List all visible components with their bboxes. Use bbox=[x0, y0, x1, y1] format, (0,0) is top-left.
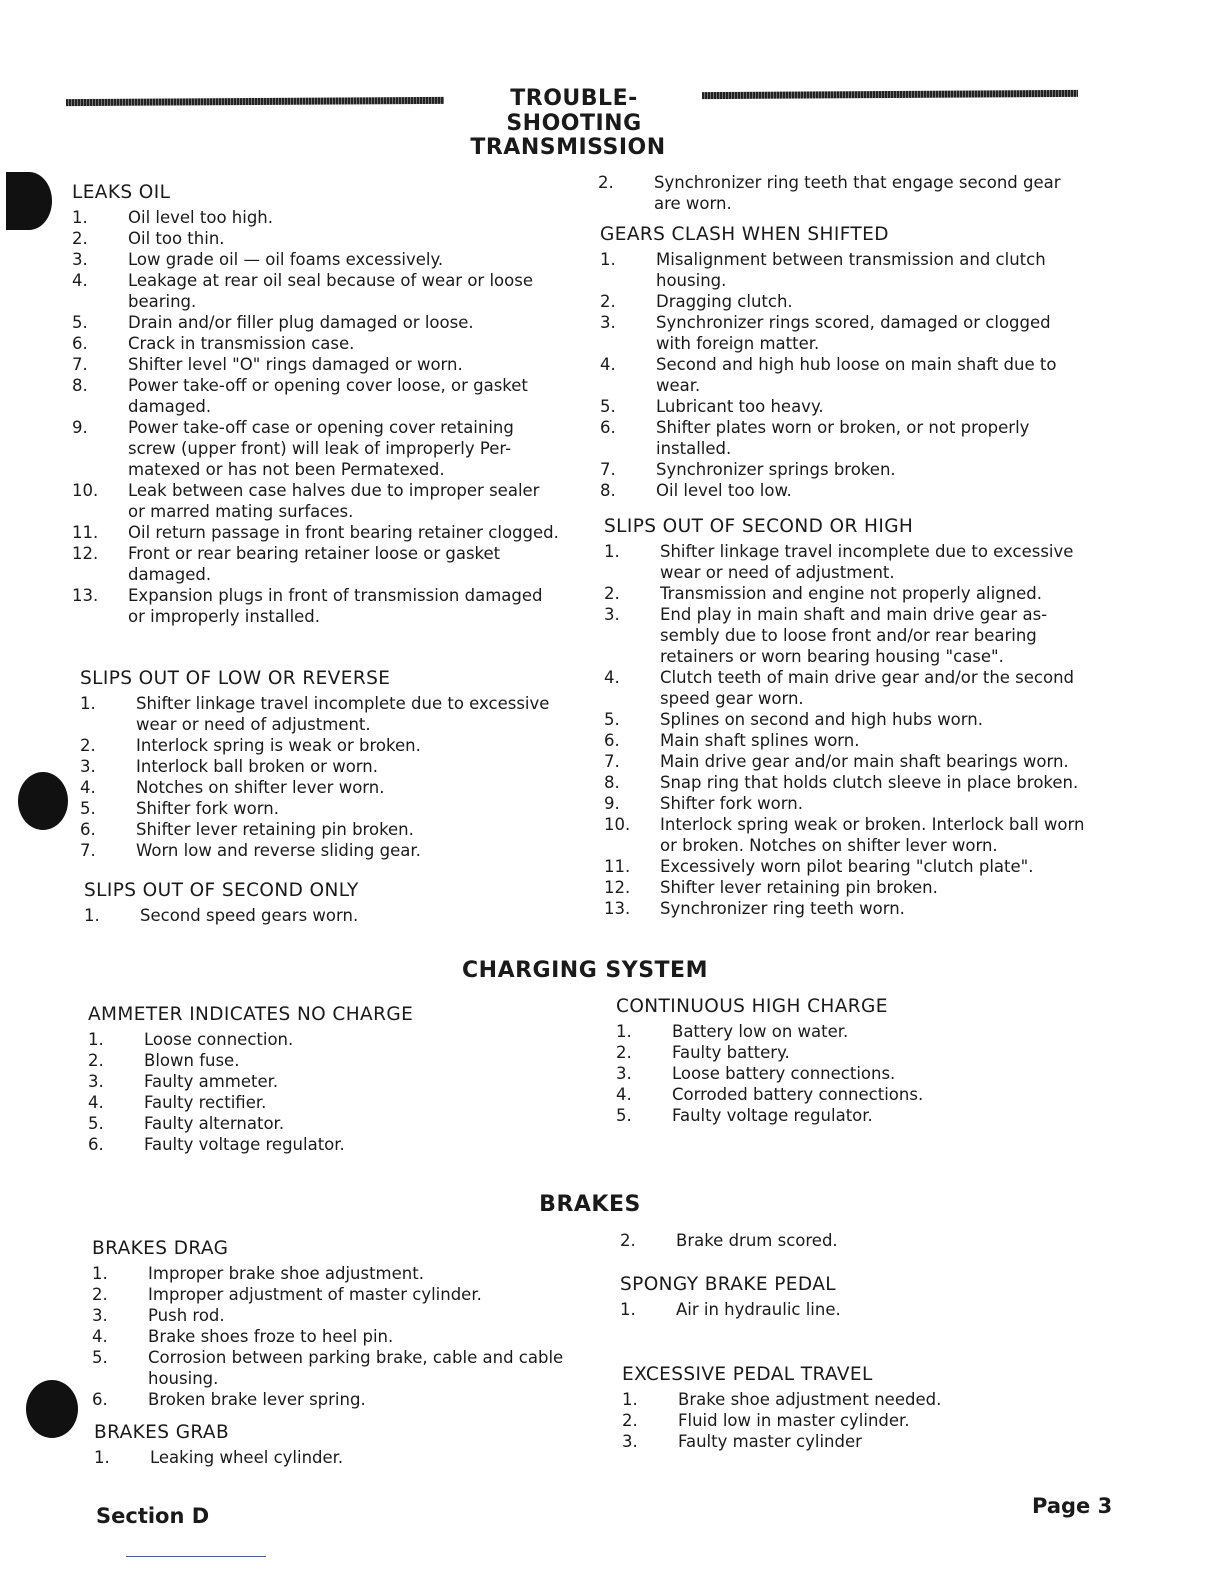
list-item: 8. Oil level too low. bbox=[600, 481, 792, 500]
list-item: 1. Second speed gears worn. bbox=[84, 906, 359, 925]
list-item: 3. Faulty ammeter. bbox=[88, 1072, 279, 1091]
group-heading: EXCESSIVE PEDAL TRAVEL bbox=[622, 1364, 873, 1385]
list-item: 1. Air in hydraulic line. bbox=[620, 1300, 841, 1319]
group-heading: AMMETER INDICATES NO CHARGE bbox=[88, 1004, 414, 1025]
list-item: 5. Splines on second and high hubs worn. bbox=[604, 710, 983, 729]
group-heading: SLIPS OUT OF SECOND OR HIGH bbox=[604, 516, 914, 537]
item-list bbox=[88, 1029, 558, 1155]
list-item: 12. Front or rear bearing retainer loose or gasket damaged. bbox=[72, 544, 501, 584]
list-item: 2. Dragging clutch. bbox=[600, 292, 793, 311]
binder-hole-middle bbox=[18, 772, 68, 830]
list-item: 5. Shifter fork worn. bbox=[80, 799, 279, 818]
trouble-group bbox=[94, 1422, 574, 1468]
list-item: 10. Leak between case halves due to improper sealer or marred mating surfaces. bbox=[72, 481, 540, 521]
list-item: 2. Faulty battery. bbox=[616, 1043, 790, 1062]
item-list bbox=[94, 1447, 574, 1468]
list-item: 1. Loose connection. bbox=[88, 1030, 294, 1049]
list-item: 12. Shifter lever retaining pin broken. bbox=[604, 878, 938, 897]
list-item: 1. Misalignment between transmission and clutch housing. bbox=[600, 250, 1046, 290]
transmission-heading: TRANSMISSION bbox=[470, 135, 666, 160]
list-item: 10. Interlock spring weak or broken. Interlock ball worn or broken. Notches on shifter lever worn. bbox=[604, 815, 1085, 855]
list-item: 4. Faulty rectifier. bbox=[88, 1093, 267, 1112]
trouble-group bbox=[84, 880, 562, 926]
list-item: 7. Worn low and reverse sliding gear. bbox=[80, 841, 421, 860]
binder-hole-bottom bbox=[26, 1380, 78, 1438]
list-item: 3. End play in main shaft and main drive gear as-sembly due to loose front and/or rear bearing retainers or worn bearing housing "case". bbox=[604, 605, 1048, 666]
title-rule-right bbox=[702, 90, 1078, 99]
list-item: 3. Low grade oil — oil foams excessively. bbox=[72, 250, 444, 269]
list-item: 2. Synchronizer ring teeth that engage second gear are worn. bbox=[598, 173, 1061, 213]
list-item: 3. Faulty master cylinder bbox=[622, 1432, 862, 1451]
group-heading: GEARS CLASH WHEN SHIFTED bbox=[600, 224, 889, 245]
trouble-group bbox=[72, 182, 560, 627]
charging-system-heading: CHARGING SYSTEM bbox=[462, 958, 708, 983]
group-heading: LEAKS OIL bbox=[72, 182, 171, 203]
list-item: 5. Faulty alternator. bbox=[88, 1114, 285, 1133]
item-list bbox=[80, 693, 562, 861]
list-item: 4. Second and high hub loose on main shaft due to wear. bbox=[600, 355, 1057, 395]
footer-underline bbox=[126, 1556, 266, 1557]
list-item: 13. Expansion plugs in front of transmission damaged or improperly installed. bbox=[72, 586, 543, 626]
list-item: 1. Brake shoe adjustment needed. bbox=[622, 1390, 942, 1409]
list-item: 9. Power take-off case or opening cover retaining screw (upper front) will leak of improperly Per-matexed or has not been Permatexed. bbox=[72, 418, 514, 479]
list-item: 5. Corrosion between parking brake, cable and cable housing. bbox=[92, 1348, 564, 1388]
group-heading: SPONGY BRAKE PEDAL bbox=[620, 1274, 836, 1295]
list-item: 2. Transmission and engine not properly aligned. bbox=[604, 584, 1042, 603]
title-row bbox=[66, 84, 1078, 136]
trouble-group bbox=[600, 224, 1088, 501]
group-heading: CONTINUOUS HIGH CHARGE bbox=[616, 996, 888, 1017]
trouble-group bbox=[80, 668, 562, 861]
item-list bbox=[72, 207, 560, 627]
list-item: 1. Battery low on water. bbox=[616, 1022, 849, 1041]
list-item: 3. Interlock ball broken or worn. bbox=[80, 757, 378, 776]
binder-hole-top bbox=[6, 172, 52, 230]
list-item: 4. Corroded battery connections. bbox=[616, 1085, 924, 1104]
list-item: 6. Shifter lever retaining pin broken. bbox=[80, 820, 414, 839]
group-heading: SLIPS OUT OF LOW OR REVERSE bbox=[80, 668, 391, 689]
list-item: 8. Snap ring that holds clutch sleeve in place broken. bbox=[604, 773, 1079, 792]
list-item: 6. Broken brake lever spring. bbox=[92, 1390, 366, 1409]
list-item: 2. Brake drum scored. bbox=[620, 1231, 838, 1250]
list-item: 8. Power take-off or opening cover loose, or gasket damaged. bbox=[72, 376, 528, 416]
trouble-group bbox=[620, 1274, 1100, 1320]
list-item: 4. Brake shoes froze to heel pin. bbox=[92, 1327, 394, 1346]
list-item: 7. Main drive gear and/or main shaft bearings worn. bbox=[604, 752, 1069, 771]
list-item: 2. Blown fuse. bbox=[88, 1051, 240, 1070]
list-item: 13. Synchronizer ring teeth worn. bbox=[604, 899, 905, 918]
list-item: 2. Oil too thin. bbox=[72, 229, 225, 248]
list-item: 3. Loose battery connections. bbox=[616, 1064, 896, 1083]
list-item: 1. Leaking wheel cylinder. bbox=[94, 1448, 344, 1467]
trouble-group-continued bbox=[620, 1230, 1100, 1251]
list-item: 5. Drain and/or filler plug damaged or loose. bbox=[72, 313, 474, 332]
list-item: 4. Notches on shifter lever worn. bbox=[80, 778, 385, 797]
trouble-group bbox=[616, 996, 1096, 1126]
item-list bbox=[620, 1230, 1100, 1251]
trouble-group bbox=[92, 1238, 574, 1410]
item-list bbox=[622, 1389, 1102, 1452]
page-title: TROUBLE-SHOOTING bbox=[506, 86, 642, 136]
item-list bbox=[620, 1299, 1100, 1320]
item-list bbox=[616, 1021, 1096, 1126]
list-item: 2. Interlock spring is weak or broken. bbox=[80, 736, 421, 755]
list-item: 1. Shifter linkage travel incomplete due to excessive wear or need of adjustment. bbox=[604, 542, 1074, 582]
list-item: 4. Clutch teeth of main drive gear and/or the second speed gear worn. bbox=[604, 668, 1075, 708]
title-rule-left bbox=[66, 97, 444, 106]
trouble-group bbox=[622, 1364, 1102, 1452]
item-list bbox=[598, 172, 1084, 214]
item-list bbox=[92, 1263, 574, 1410]
list-item: 6. Crack in transmission case. bbox=[72, 334, 355, 353]
list-item: 2. Improper adjustment of master cylinder. bbox=[92, 1285, 482, 1304]
list-item: 6. Main shaft splines worn. bbox=[604, 731, 860, 750]
list-item: 1. Oil level too high. bbox=[72, 208, 274, 227]
item-list bbox=[604, 541, 1100, 919]
list-item: 7. Shifter level "O" rings damaged or worn. bbox=[72, 355, 463, 374]
trouble-group bbox=[88, 1004, 558, 1155]
list-item: 1. Shifter linkage travel incomplete due to excessive wear or need of adjustment. bbox=[80, 694, 550, 734]
list-item: 4. Leakage at rear oil seal because of wear or loose bearing. bbox=[72, 271, 533, 311]
group-heading: SLIPS OUT OF SECOND ONLY bbox=[84, 880, 359, 901]
list-item: 2. Fluid low in master cylinder. bbox=[622, 1411, 910, 1430]
list-item: 5. Lubricant too heavy. bbox=[600, 397, 824, 416]
list-item: 1. Improper brake shoe adjustment. bbox=[92, 1264, 424, 1283]
trouble-group bbox=[604, 516, 1100, 919]
list-item: 6. Shifter plates worn or broken, or not properly installed. bbox=[600, 418, 1030, 458]
list-item: 3. Push rod. bbox=[92, 1306, 225, 1325]
group-heading: BRAKES DRAG bbox=[92, 1238, 229, 1259]
item-list bbox=[84, 905, 562, 926]
trouble-group-continued bbox=[598, 172, 1084, 214]
item-list bbox=[600, 249, 1088, 501]
list-item: 3. Synchronizer rings scored, damaged or clogged with foreign matter. bbox=[600, 313, 1051, 353]
list-item: 9. Shifter fork worn. bbox=[604, 794, 803, 813]
footer-section-label: Section D bbox=[96, 1504, 210, 1528]
brakes-heading: BRAKES bbox=[539, 1192, 641, 1217]
footer-page-number: Page 3 bbox=[1032, 1494, 1113, 1518]
list-item: 11. Oil return passage in front bearing retainer clogged. bbox=[72, 523, 559, 542]
list-item: 7. Synchronizer springs broken. bbox=[600, 460, 896, 479]
list-item: 6. Faulty voltage regulator. bbox=[88, 1135, 345, 1154]
list-item: 11. Excessively worn pilot bearing "clutch plate". bbox=[604, 857, 1034, 876]
group-heading: BRAKES GRAB bbox=[94, 1422, 230, 1443]
list-item: 5. Faulty voltage regulator. bbox=[616, 1106, 873, 1125]
